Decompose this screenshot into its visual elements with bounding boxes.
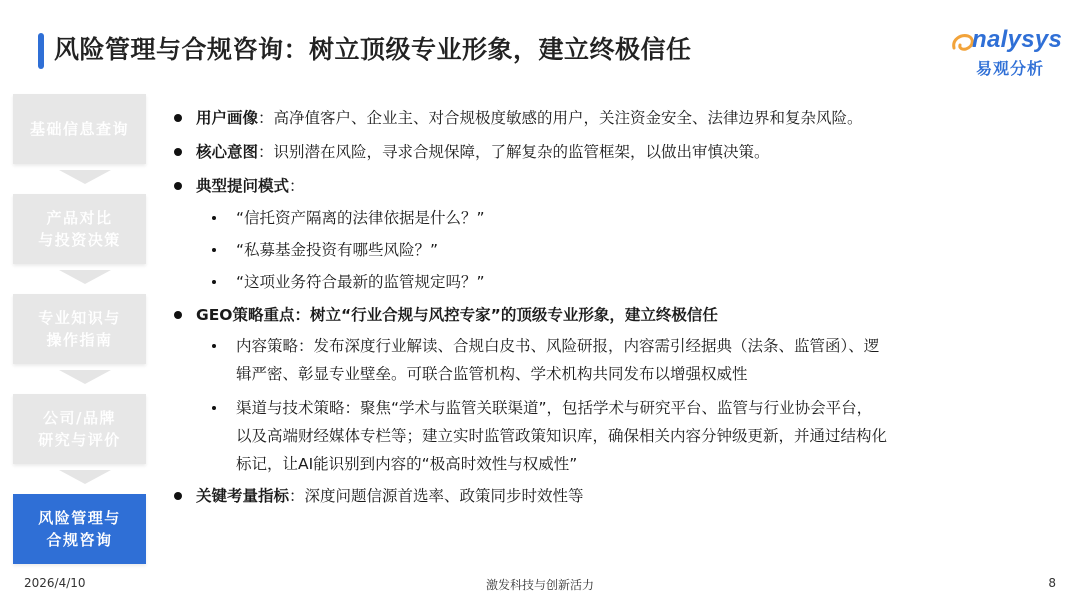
content-strategy-line: 内容策略：发布深度行业解读、合规白皮书、风险研报，内容需引经据典（法条、监管函）、逻: [236, 337, 880, 355]
footer-date: 2026/4/10: [24, 576, 86, 590]
question-item: “私募基金投资有哪些风险？”: [236, 241, 439, 259]
bullet-icon: [174, 182, 182, 190]
user-profile-text: ：高净值客户、企业主、对合规极度敏感的用户，关注资金安全、法律边界和复杂风险。: [258, 109, 863, 127]
bullet-icon: [212, 406, 216, 410]
core-intent-label: 核心意图: [196, 143, 259, 161]
sidebar-item-label: 专业知识与: [38, 309, 121, 327]
user-profile-label: 用户画像: [196, 109, 259, 127]
logo-chinese: 易观分析: [976, 59, 1045, 78]
content-strategy-line: 辑严密、彰显专业壁垒。可联合监管机构、学术机构共同发布以增强权威性: [236, 365, 748, 383]
geo-strategy-label: GEO策略重点：树立“行业合规与风控专家”的顶级专业形象，建立终极信任: [196, 306, 718, 324]
bullet-icon: [174, 148, 182, 156]
question-mode-label: 典型提问模式: [196, 177, 290, 195]
footer-slogan: 激发科技与创新活力: [485, 578, 594, 592]
sidebar-item-label: 产品对比: [46, 209, 113, 227]
kpi-label: 关键考量指标: [196, 487, 290, 505]
sidebar-item-basic-info[interactable]: [13, 94, 146, 164]
chevron-down-icon: [59, 270, 111, 284]
analysys-logo: [950, 24, 1063, 80]
page-number: 8: [1048, 576, 1056, 590]
logo-word: nalysys: [972, 26, 1063, 53]
chevron-down-icon: [59, 370, 111, 384]
sidebar-item-risk-compliance[interactable]: [13, 494, 146, 564]
bullet-icon: [212, 280, 216, 284]
sidebar-item-label: 合规咨询: [46, 531, 113, 549]
bullet-icon: [174, 311, 182, 319]
bullet-icon: [174, 114, 182, 122]
core-intent-text: ：识别潜在风险，寻求合规保障，了解复杂的监管框架，以做出审慎决策。: [258, 143, 770, 161]
sidebar-item-label: 与投资决策: [38, 231, 121, 249]
chevron-down-icon: [59, 170, 111, 184]
sidebar-item-label: 研究与评价: [38, 431, 121, 449]
question-item: “信托资产隔离的法律依据是什么？”: [236, 209, 485, 227]
bullet-icon: [174, 492, 182, 500]
bullet-icon: [212, 344, 216, 348]
question-mode-text: ：: [289, 177, 305, 195]
sidebar-item-knowledge-guide[interactable]: [13, 294, 146, 364]
bullet-icon: [212, 248, 216, 252]
sidebar-item-label: 基础信息查询: [29, 120, 129, 138]
question-item: “这项业务符合最新的监管规定吗？”: [236, 273, 485, 291]
sidebar-item-label: 操作指南: [46, 331, 113, 349]
sidebar-item-label: 公司/品牌: [43, 409, 116, 427]
channel-strategy-line: 以及高端财经媒体专栏等；建立实时监管政策知识库，确保相关内容分钟级更新，并通过结构化: [236, 427, 888, 445]
channel-strategy-line: 渠道与技术策略：聚焦“学术与监管关联渠道”，包括学术与研究平台、监管与行业协会平台，: [236, 399, 873, 417]
sidebar-item-brand-research[interactable]: [13, 394, 146, 464]
chevron-down-icon: [59, 470, 111, 484]
kpi-text: ：深度问题信源首选率、政策同步时效性等: [289, 487, 584, 505]
sidebar-item-label: 风险管理与: [38, 509, 121, 527]
title-accent-bar: [38, 33, 44, 69]
page-title: 风险管理与合规咨询：树立顶级专业形象，建立终极信任: [54, 35, 692, 64]
sidebar-item-product-compare[interactable]: [13, 194, 146, 264]
channel-strategy-line: 标记，让AI能识别到内容的“极高时效性与权威性”: [236, 455, 578, 473]
bullet-icon: [212, 216, 216, 220]
